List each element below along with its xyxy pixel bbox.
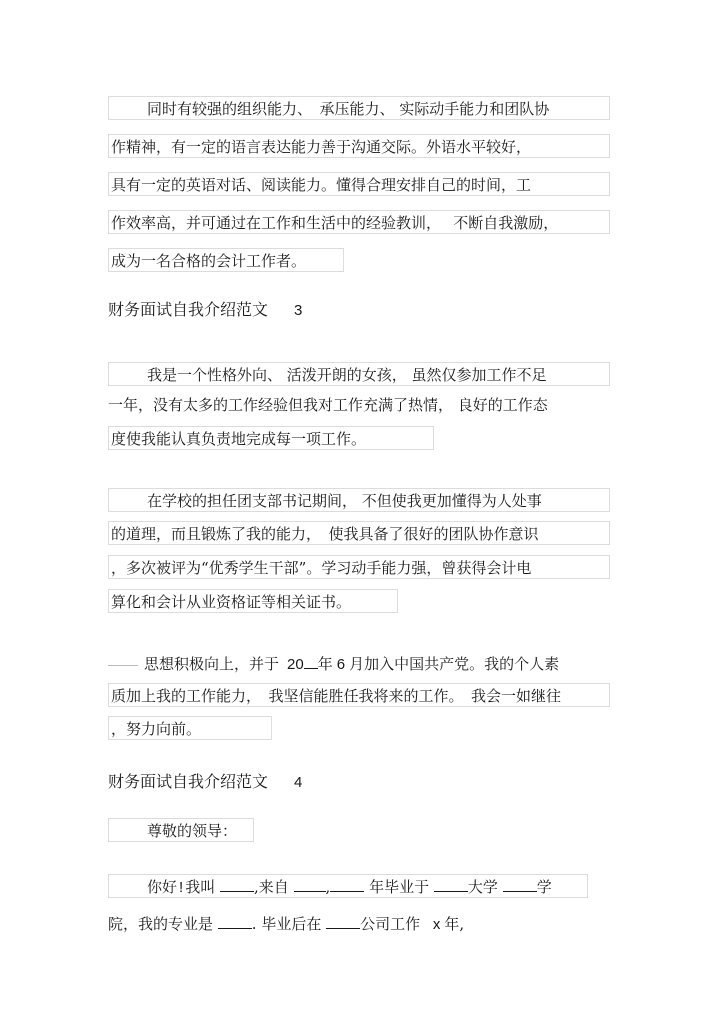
- origin-blank: [294, 875, 326, 892]
- text-segment: 学: [536, 878, 552, 896]
- college-blank: [503, 875, 537, 892]
- text-line: 成为一名合格的会计工作者。: [108, 248, 344, 272]
- text-line: 作精神，有一定的语言表达能力善于沟通交际。外语水平较好，: [108, 134, 610, 158]
- years-value: x: [432, 916, 441, 933]
- text-segment: 思想积极向上，并于: [144, 655, 280, 673]
- section-heading: [108, 298, 302, 322]
- text-segment: ,: [325, 878, 331, 896]
- text-segment: !: [179, 879, 184, 896]
- text-line: 度使我能认真负责地完成每一项工作。: [108, 426, 434, 450]
- text-segment: 大学: [467, 878, 498, 896]
- heading-text: 财务面试自我介绍范文: [108, 772, 269, 791]
- fill-blank: [304, 652, 318, 669]
- text-segment: 年,: [444, 915, 465, 933]
- name-blank: [220, 875, 254, 892]
- heading-text: 财务面试自我介绍范文: [108, 300, 269, 319]
- text-line: 一年，没有太多的工作经验但我对工作充满了热情， 良好的工作态: [108, 396, 548, 414]
- text-segment: 年: [317, 655, 333, 673]
- text-line: [108, 874, 588, 898]
- year-blank: [330, 875, 364, 892]
- heading-number: 4: [294, 774, 303, 791]
- text-line: 在学校的担任团支部书记期间， 不但使我更加懂得为人处事: [108, 488, 610, 512]
- text-line: 算化和会计从业资格证等相关证书。: [108, 589, 398, 613]
- text-line: [108, 652, 559, 676]
- greeting-line: 尊敬的领导：: [108, 818, 254, 842]
- text-line: 的道理，而且锻炼了我的能力， 使我具备了很好的团队协作意识: [108, 521, 610, 545]
- text-segment: 月加入中国共产党。我的个人素: [349, 655, 560, 673]
- heading-number: 3: [294, 302, 303, 319]
- text-line: ，多次被评为“优秀学生干部”。学习动手能力强，曾获得会计电: [108, 555, 610, 579]
- text-segment: 我叫: [185, 878, 216, 896]
- indent-rule: [108, 665, 138, 666]
- text-line: 我是一个性格外向、 活泼开朗的女孩， 虽然仅参加工作不足: [108, 362, 610, 386]
- section-heading: [108, 770, 302, 794]
- month-value: 6: [336, 656, 346, 673]
- text-line: 质加上我的工作能力， 我坚信能胜任我将来的工作。 我会一如继往: [108, 683, 610, 707]
- text-segment: 公司工作: [360, 915, 421, 933]
- text-segment: ,来自: [253, 878, 289, 896]
- text-segment: . 毕业后在: [251, 915, 322, 933]
- text-segment: 年毕业于: [369, 878, 430, 896]
- text-line: 作效率高，并可通过在工作和生活中的经验教训， 不断自我激励，: [108, 210, 610, 234]
- text-segment: 你好: [147, 878, 178, 896]
- company-blank: [326, 912, 360, 929]
- text-line: [108, 912, 464, 936]
- text-line: 具有一定的英语对话、阅读能力。懂得合理安排自己的时间，工: [108, 172, 610, 196]
- year-prefix: 20: [287, 656, 304, 673]
- text-line: 同时有较强的组织能力、 承压能力、 实际动手能力和团队协: [108, 96, 610, 120]
- text-segment: 院，我的专业是: [108, 915, 214, 933]
- university-blank: [434, 875, 468, 892]
- major-blank: [218, 912, 252, 929]
- text-line: ，努力向前。: [108, 716, 272, 740]
